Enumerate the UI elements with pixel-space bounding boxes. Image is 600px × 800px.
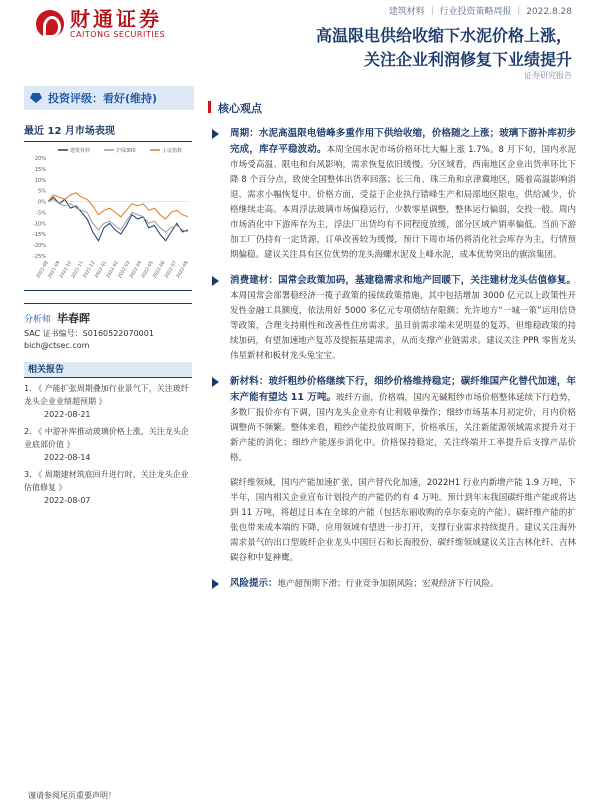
- para-carbonfiber: 碳纤维领域，国内产能加速扩张，国产替代化加速，2022H1 行业内新增产能 1.9 万吨，下半年，国内相关企业宣布计划投产的产能仍约有 4 万吨。预计到年末我国碳纤维产能或将达到 11 万吨，将超过日本在全球的产能（包括东丽收购的卓尔泰克的产能）。碳纤维产能的扩张也带来成本端的下降，应用领域有望进一步打开，支撑行业需求持续提升。建议关注海外需求景气的出口型玻纤企业龙头中国巨石和长海股份，碳纤维领域建议关注吉林化纤、吉林碳谷和中复神鹰。: [230, 478, 576, 563]
- x-tick-label: 2021-11: [70, 260, 85, 280]
- logo-en-text: CAITONG SECURITIES: [70, 30, 166, 39]
- analyst-email[interactable]: bich@ctsec.com: [24, 341, 90, 350]
- footer-disclaimer: 谨请参阅尾页重要声明！: [28, 791, 116, 800]
- rating-text: 投资评级：看好(维持): [48, 92, 158, 105]
- related-date: 2022-08-07: [44, 496, 91, 505]
- x-tick-label: 2022-07: [164, 260, 179, 280]
- x-tick-label: 2021-08: [35, 260, 50, 280]
- analyst-block: [24, 303, 192, 350]
- para-newmaterial: 新材料：玻纤粗纱价格继续下行，细纱价格维持稳定；碳纤维国产化替代加速，年末产能有望达 11 万吨。玻纤方面，价格端，国内无碱粗纱市场价格整体延续下行趋势，多数厂报价亦有下调，国内龙头企业亦有让利吸单操作；细纱市场基本月初定价，月内价格调整尚不频繁。整体来看，粗纱产能投放周期下，价格承压，关注新能源领域需求提升对于新产能的消化；细纱产能逐步消化中。价格保持稳定，关注终端开工率提升后支撑产品价格。: [208, 374, 576, 466]
- title-line-2: 关注企业利润修复下业绩提升: [363, 50, 572, 69]
- legend-label: 上证指数: [162, 148, 183, 154]
- y-tick-label: -25%: [33, 254, 46, 260]
- sidebar: [24, 86, 192, 507]
- analyst-label: 分析师: [24, 315, 52, 325]
- x-tick-label: 2022-03: [117, 260, 132, 280]
- y-tick-label: 15%: [34, 166, 46, 173]
- related-item[interactable]: 1. 《 产能扩张周期叠加行业景气下，关注玻纤龙头企业业绩超预期 》 2022-08-21: [24, 382, 192, 421]
- related-date: 2022-08-14: [44, 453, 91, 462]
- x-tick-label: 2022-08: [175, 260, 190, 280]
- rating-box: [24, 86, 194, 110]
- x-tick-label: 2022-05: [140, 260, 155, 280]
- related-item[interactable]: 2. 《 中游补库推动玻璃价格上涨，关注龙头企业底部价值 》 2022-08-14: [24, 425, 192, 464]
- related-date: 2022-08-21: [44, 410, 91, 419]
- related-item[interactable]: 3. 《 周期建材筑底回升进行时，关注龙头企业估值修复 》 2022-08-07: [24, 468, 192, 507]
- x-tick-label: 2021-09: [47, 260, 62, 280]
- title-line-1: 高温限电供给收缩下水泥价格上涨，: [315, 26, 572, 45]
- x-tick-label: 2022-02: [105, 260, 120, 280]
- analyst-name: 毕春晖: [57, 312, 91, 325]
- report-header: [0, 0, 600, 80]
- x-tick-label: 2022-01: [94, 260, 109, 280]
- y-tick-label: 5%: [38, 188, 46, 195]
- y-tick-label: 20%: [34, 156, 46, 162]
- analyst-sac: SAC 证书编号：S0160522070001: [24, 329, 154, 338]
- arrow-icon: [212, 377, 219, 387]
- para-risk: 风险提示：地产超预期下滑；行业竞争加剧风险；宏观经济下行风险。: [208, 576, 576, 592]
- report-title: [316, 24, 572, 72]
- arrow-icon: [212, 129, 219, 139]
- logo-cn-text: 财通证券: [70, 7, 162, 31]
- report-meta: 建筑材料 ｜ 行业投资策略周报 ｜ 2022.8.28: [388, 7, 572, 17]
- y-tick-label: 0%: [38, 199, 46, 206]
- y-tick-label: -5%: [36, 210, 46, 217]
- related-title: 相关报告: [24, 362, 192, 378]
- arrow-icon: [212, 579, 219, 589]
- y-tick-label: -10%: [33, 221, 46, 228]
- legend-label: 建筑材料: [70, 148, 91, 154]
- y-tick-label: -15%: [33, 232, 46, 239]
- legend-label: 沪深300: [116, 148, 136, 154]
- company-logo: [36, 8, 165, 39]
- para-cycle: 周期：水泥高温限电错峰多重作用下供给收缩，价格随之上涨；玻璃下游补库初步完成，库存平稳波动。本周全国水泥市场价格环比大幅上涨 1.7%。8 月下旬，国内水泥市场受高温、限电和台风影响，需求恢复依旧缓慢。分区域看，西南地区企业出货率环比下降 8 个百分点，致使全国整体出货率回落；长三角、珠三角和京津冀地区，随着高温影响消退，需求小幅恢复中。价格方面，受益于企业执行错峰生产和局部地区限电，供给减少，价格继续走高。本周浮法玻璃市场偏稳运行，少数零星调整，整体运行偏弱，交投一般。周内市场消化中下游库存为主，浮法厂出货均有不同程度放缓，部分区域产销率偏低。当前下游加工厂仍持有一定货源，订单改善较为缓慢，预计下周市场仍将消化社会库存为主，行情预期偏稳。建议关注具有区位优势的龙头海螺水泥及上峰水泥，成本优势突出的旗滨集团。: [208, 126, 576, 263]
- arrow-icon: [212, 276, 219, 286]
- x-tick-label: 2021-10: [59, 260, 74, 280]
- chart-svg: [24, 142, 192, 292]
- report-type: 证券研究报告: [524, 71, 572, 80]
- para-consumer: 消费建材：国常会政策加码，基建稳需求和地产回暖下，关注建材龙头估值修复。本周国常会部署稳经济一揽子政策的接续政策措施，其中包括增加 3000 亿元以上政策性开发性金融工具额度，依法用好 5000 多亿元专项债结存限额；允许地方“一城一策”运用信贷等政策，合理支持刚性和改善性住房需求。虽目前需求端未见明显的复苏，但维稳政策的持续加码，有望加速地产复苏及提振基建需求，从而支撑产业链需求。建议关注 PPR 零售龙头伟星新材和板材龙头兔宝宝。: [208, 273, 576, 364]
- x-tick-label: 2022-04: [129, 260, 144, 280]
- main-content: [208, 100, 576, 592]
- series-line-1: [48, 199, 188, 232]
- y-tick-label: -20%: [33, 243, 46, 250]
- x-tick-label: 2022-06: [152, 260, 167, 280]
- y-tick-label: 10%: [34, 177, 46, 184]
- core-title: 核心观点: [208, 100, 576, 116]
- x-tick-label: 2021-12: [82, 260, 97, 280]
- diamond-icon: [30, 93, 42, 103]
- performance-title: 最近 12 月市场表现: [24, 126, 115, 137]
- related-reports: [24, 362, 192, 507]
- performance-chart: [24, 141, 192, 291]
- logo-icon: [36, 10, 64, 38]
